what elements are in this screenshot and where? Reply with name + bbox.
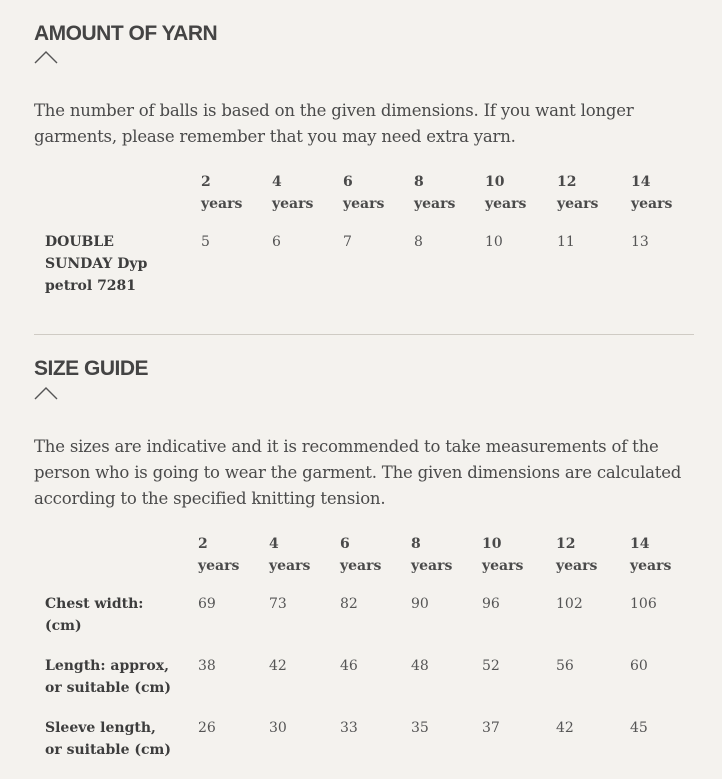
table-cell: 48 bbox=[411, 658, 429, 674]
table-cell: 38 bbox=[198, 658, 216, 674]
column-header-number: 2 bbox=[201, 174, 211, 190]
table-cell: 56 bbox=[556, 658, 574, 674]
row-label-line: (cm) bbox=[45, 618, 82, 634]
row-label-line: or suitable (cm) bbox=[45, 680, 171, 696]
table-cell: 82 bbox=[340, 596, 358, 612]
row-label bbox=[45, 593, 195, 637]
size-intro: The sizes are indicative and it is recommended to take measurements of the person who is going to wear the garment. The given dimensions are calculated according to the specified knitting tension. bbox=[34, 437, 682, 508]
column-header-number: 14 bbox=[630, 536, 650, 552]
table-cell: 10 bbox=[485, 234, 503, 250]
column-header-unit: years bbox=[340, 558, 382, 574]
table-cell: 42 bbox=[269, 658, 287, 674]
column-header bbox=[201, 171, 242, 215]
table-cell: 46 bbox=[340, 658, 358, 674]
column-header bbox=[557, 171, 598, 215]
section-divider bbox=[34, 334, 694, 335]
column-header-unit: years bbox=[272, 196, 314, 212]
column-header bbox=[272, 171, 313, 215]
table-cell: 73 bbox=[269, 596, 287, 612]
column-header-unit: years bbox=[482, 558, 524, 574]
column-header bbox=[631, 171, 672, 215]
row-label-line: Chest width: bbox=[45, 596, 144, 612]
table-cell: 26 bbox=[198, 720, 216, 736]
column-header-number: 2 bbox=[198, 536, 208, 552]
column-header bbox=[269, 533, 310, 577]
table-cell: 30 bbox=[269, 720, 287, 736]
row-label-line: Length: approx, bbox=[45, 658, 169, 674]
table-cell: 60 bbox=[630, 658, 648, 674]
table-cell: 37 bbox=[482, 720, 500, 736]
yarn-intro: The number of balls is based on the given dimensions. If you want longer garments, please remember that you may need extra yarn. bbox=[34, 101, 634, 146]
size-title: SIZE GUIDE bbox=[34, 357, 149, 380]
column-header bbox=[340, 533, 381, 577]
table-cell: 13 bbox=[631, 234, 649, 250]
column-header-number: 12 bbox=[557, 174, 577, 190]
column-header-number: 8 bbox=[414, 174, 424, 190]
column-header-unit: years bbox=[630, 558, 672, 574]
row-label-line: petrol 7281 bbox=[45, 278, 137, 294]
column-header bbox=[482, 533, 523, 577]
column-header-unit: years bbox=[485, 196, 527, 212]
column-header-number: 6 bbox=[340, 536, 350, 552]
column-header-number: 8 bbox=[411, 536, 421, 552]
column-header-unit: years bbox=[411, 558, 453, 574]
table-cell: 69 bbox=[198, 596, 216, 612]
table-cell: 106 bbox=[630, 596, 657, 612]
row-label bbox=[45, 655, 195, 699]
column-header-number: 6 bbox=[343, 174, 353, 190]
row-label-line: or suitable (cm) bbox=[45, 742, 171, 758]
table-cell: 90 bbox=[411, 596, 429, 612]
table-cell: 45 bbox=[630, 720, 648, 736]
row-label-line: Sleeve length, bbox=[45, 720, 156, 736]
size-collapse-chevron-up-icon[interactable] bbox=[34, 386, 58, 400]
column-header bbox=[411, 533, 452, 577]
table-cell: 33 bbox=[340, 720, 358, 736]
column-header-number: 12 bbox=[556, 536, 576, 552]
column-header-number: 14 bbox=[631, 174, 651, 190]
column-header bbox=[414, 171, 455, 215]
column-header-unit: years bbox=[343, 196, 385, 212]
column-header-number: 4 bbox=[272, 174, 282, 190]
table-cell: 96 bbox=[482, 596, 500, 612]
row-label-line: SUNDAY Dyp bbox=[45, 256, 148, 272]
table-cell: 8 bbox=[414, 234, 423, 250]
row-label bbox=[45, 717, 195, 761]
column-header bbox=[198, 533, 239, 577]
table-cell: 102 bbox=[556, 596, 583, 612]
size-table bbox=[34, 533, 694, 773]
column-header-number: 10 bbox=[482, 536, 502, 552]
table-cell: 11 bbox=[557, 234, 575, 250]
column-header-unit: years bbox=[556, 558, 598, 574]
column-header-unit: years bbox=[198, 558, 240, 574]
yarn-title: AMOUNT OF YARN bbox=[34, 22, 218, 45]
table-cell: 6 bbox=[272, 234, 281, 250]
column-header bbox=[630, 533, 671, 577]
column-header-unit: years bbox=[201, 196, 243, 212]
column-header-unit: years bbox=[269, 558, 311, 574]
column-header-unit: years bbox=[557, 196, 599, 212]
yarn-table bbox=[34, 171, 694, 311]
table-cell: 52 bbox=[482, 658, 500, 674]
column-header-unit: years bbox=[414, 196, 456, 212]
column-header bbox=[343, 171, 384, 215]
column-header-number: 10 bbox=[485, 174, 505, 190]
column-header bbox=[485, 171, 526, 215]
row-label-line: DOUBLE bbox=[45, 234, 114, 250]
row-label bbox=[45, 231, 195, 297]
table-cell: 35 bbox=[411, 720, 429, 736]
yarn-collapse-chevron-up-icon[interactable] bbox=[34, 50, 58, 64]
column-header-number: 4 bbox=[269, 536, 279, 552]
column-header-unit: years bbox=[631, 196, 673, 212]
table-cell: 5 bbox=[201, 234, 210, 250]
table-cell: 42 bbox=[556, 720, 574, 736]
table-cell: 7 bbox=[343, 234, 352, 250]
column-header bbox=[556, 533, 597, 577]
